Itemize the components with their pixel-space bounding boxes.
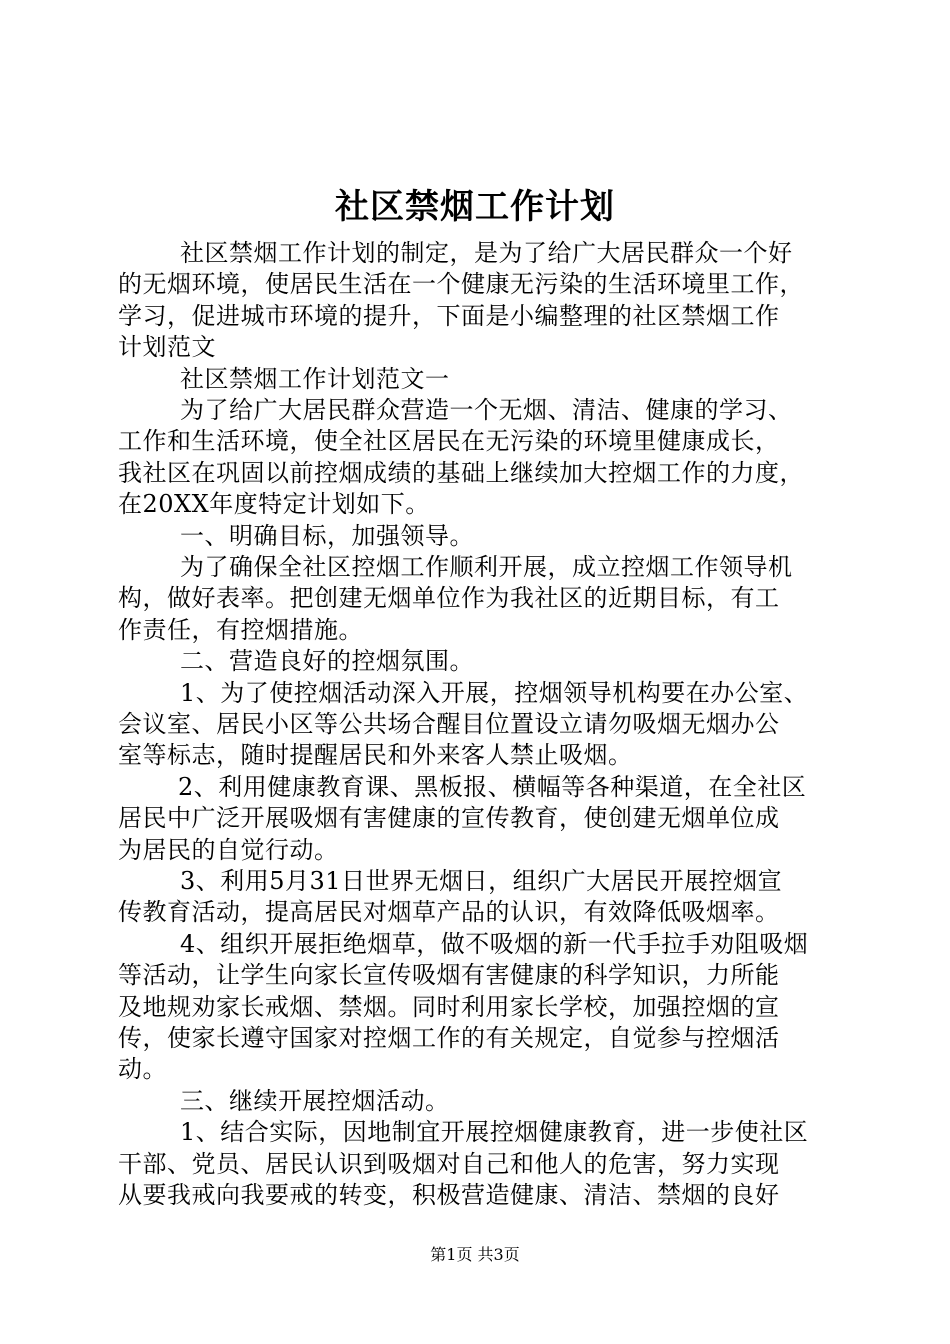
body-line: 的无烟环境，使居民生活在一个健康无污染的生活环境里工作， [118, 270, 804, 298]
document-title: 社区禁烟工作计划 [335, 187, 615, 227]
body-line: 我社区在巩固以前控烟成绩的基础上继续加大控烟工作的力度， [118, 459, 804, 487]
body-line: 等活动，让学生向家长宣传吸烟有害健康的科学知识，力所能 [118, 961, 780, 989]
body-line: 传教育活动，提高居民对烟草产品的认识，有效降低吸烟率。 [118, 898, 780, 926]
body-line: 及地规劝家长戒烟、禁烟。同时利用家长学校，加强控烟的宣 [118, 993, 780, 1021]
section-heading: 社区禁烟工作计划范文一 [180, 365, 450, 393]
body-line: 计划范文 [118, 333, 216, 361]
body-line: 社区禁烟工作计划的制定，是为了给广大居民群众一个好 [180, 239, 793, 267]
body-line: 1、结合实际，因地制宜开展控烟健康教育，进一步使社区 [180, 1118, 809, 1146]
body-line: 构，做好表率。把创建无烟单位作为我社区的近期目标，有工 [118, 584, 780, 612]
body-line: 传，使家长遵守国家对控烟工作的有关规定，自觉参与控烟活 [118, 1024, 780, 1052]
body-line: 在20XX年度特定计划如下。 [118, 490, 430, 518]
section-heading: 三、继续开展控烟活动。 [180, 1087, 450, 1115]
body-line: 干部、党员、居民认识到吸烟对自己和他人的危害，努力实现 [118, 1150, 780, 1178]
body-line: 从要我戒向我要戒的转变，积极营造健康、清洁、禁烟的良好 [118, 1181, 780, 1209]
body-line: 工作和生活环境，使全社区居民在无污染的环境里健康成长， [118, 427, 780, 455]
body-line: 室等标志，随时提醒居民和外来客人禁止吸烟。 [118, 741, 633, 769]
body-line: 3、利用5月31日世界无烟日，组织广大居民开展控烟宣 [180, 867, 783, 895]
body-line: 为居民的自觉行动。 [118, 836, 339, 864]
body-line: 为了确保全社区控烟工作顺利开展，成立控烟工作领导机 [180, 553, 793, 581]
body-line: 学习，促进城市环境的提升，下面是小编整理的社区禁烟工作 [118, 302, 780, 330]
body-line: 为了给广大居民群众营造一个无烟、清洁、健康的学习、 [180, 396, 793, 424]
body-line: 作责任，有控烟措施。 [118, 616, 363, 644]
body-line: 动。 [118, 1055, 167, 1083]
body-line: 2、利用健康教育课、黑板报、横幅等各种渠道，在全社区 [178, 773, 807, 801]
section-heading: 二、营造良好的控烟氛围。 [180, 647, 474, 675]
page-footer: 第1页 共3页 [430, 1245, 520, 1264]
body-line: 1、为了使控烟活动深入开展，控烟领导机构要在办公室、 [180, 679, 809, 707]
body-line: 居民中广泛开展吸烟有害健康的宣传教育，使创建无烟单位成 [118, 804, 780, 832]
section-heading: 一、明确目标，加强领导。 [180, 522, 474, 550]
body-line: 会议室、居民小区等公共场合醒目位置设立请勿吸烟无烟办公 [118, 710, 780, 738]
body-line: 4、组织开展拒绝烟草，做不吸烟的新一代手拉手劝阻吸烟 [180, 930, 809, 958]
